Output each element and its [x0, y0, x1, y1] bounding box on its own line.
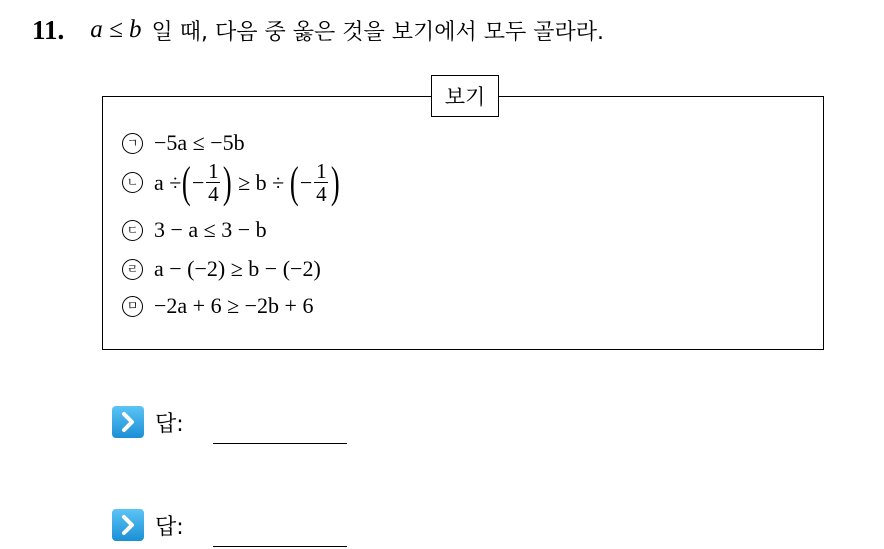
question-condition: a ≤ b: [90, 16, 142, 43]
item-marker: ㄷ: [122, 220, 143, 241]
fraction: [206, 160, 220, 205]
answer-label: 답:: [155, 411, 184, 437]
question-header: [32, 10, 604, 50]
paren-close: ): [331, 157, 341, 207]
paren-close: ): [223, 157, 233, 207]
item-expression-middle: ≥ b ÷: [238, 169, 285, 195]
question-number: 11.: [32, 14, 65, 45]
list-item: [122, 256, 321, 282]
item-expression: −5a ≤ −5b: [154, 130, 245, 155]
item-marker: ㄴ: [122, 172, 143, 193]
item-expression: −2a + 6 ≥ −2b + 6: [154, 293, 314, 318]
fraction-sign: −: [192, 169, 205, 195]
fraction-denominator: 4: [208, 182, 219, 206]
answer-input[interactable]: [213, 443, 347, 444]
item-expression: 3 − a ≤ 3 − b: [154, 217, 267, 242]
fraction-denominator: 4: [316, 182, 327, 206]
chevron-right-icon: [111, 405, 145, 439]
fraction-sign: −: [299, 169, 313, 195]
paren-open: (: [182, 157, 192, 207]
example-box-title: 보기: [431, 75, 499, 117]
item-marker: ㄱ: [122, 133, 143, 154]
list-item: [122, 130, 245, 156]
list-item: [122, 157, 341, 207]
question-text: 일 때, 다음 중 옳은 것을 보기에서 모두 골라라.: [151, 19, 604, 45]
item-expression: a − (−2) ≥ b − (−2): [154, 256, 321, 281]
answer-label: 답:: [155, 514, 184, 540]
item-expression-left: a ÷: [154, 169, 182, 195]
answer-input[interactable]: [213, 546, 347, 547]
answer-row: [111, 405, 184, 439]
answer-row: [111, 508, 184, 542]
fraction-numerator: 1: [208, 159, 219, 183]
item-marker: ㅁ: [122, 296, 143, 317]
fraction: [314, 160, 328, 205]
list-item: [122, 293, 313, 319]
list-item: [122, 217, 267, 243]
chevron-right-icon: [111, 508, 145, 542]
paren-open: (: [290, 157, 299, 207]
fraction-numerator: 1: [316, 159, 327, 183]
item-marker: ㄹ: [122, 259, 143, 280]
